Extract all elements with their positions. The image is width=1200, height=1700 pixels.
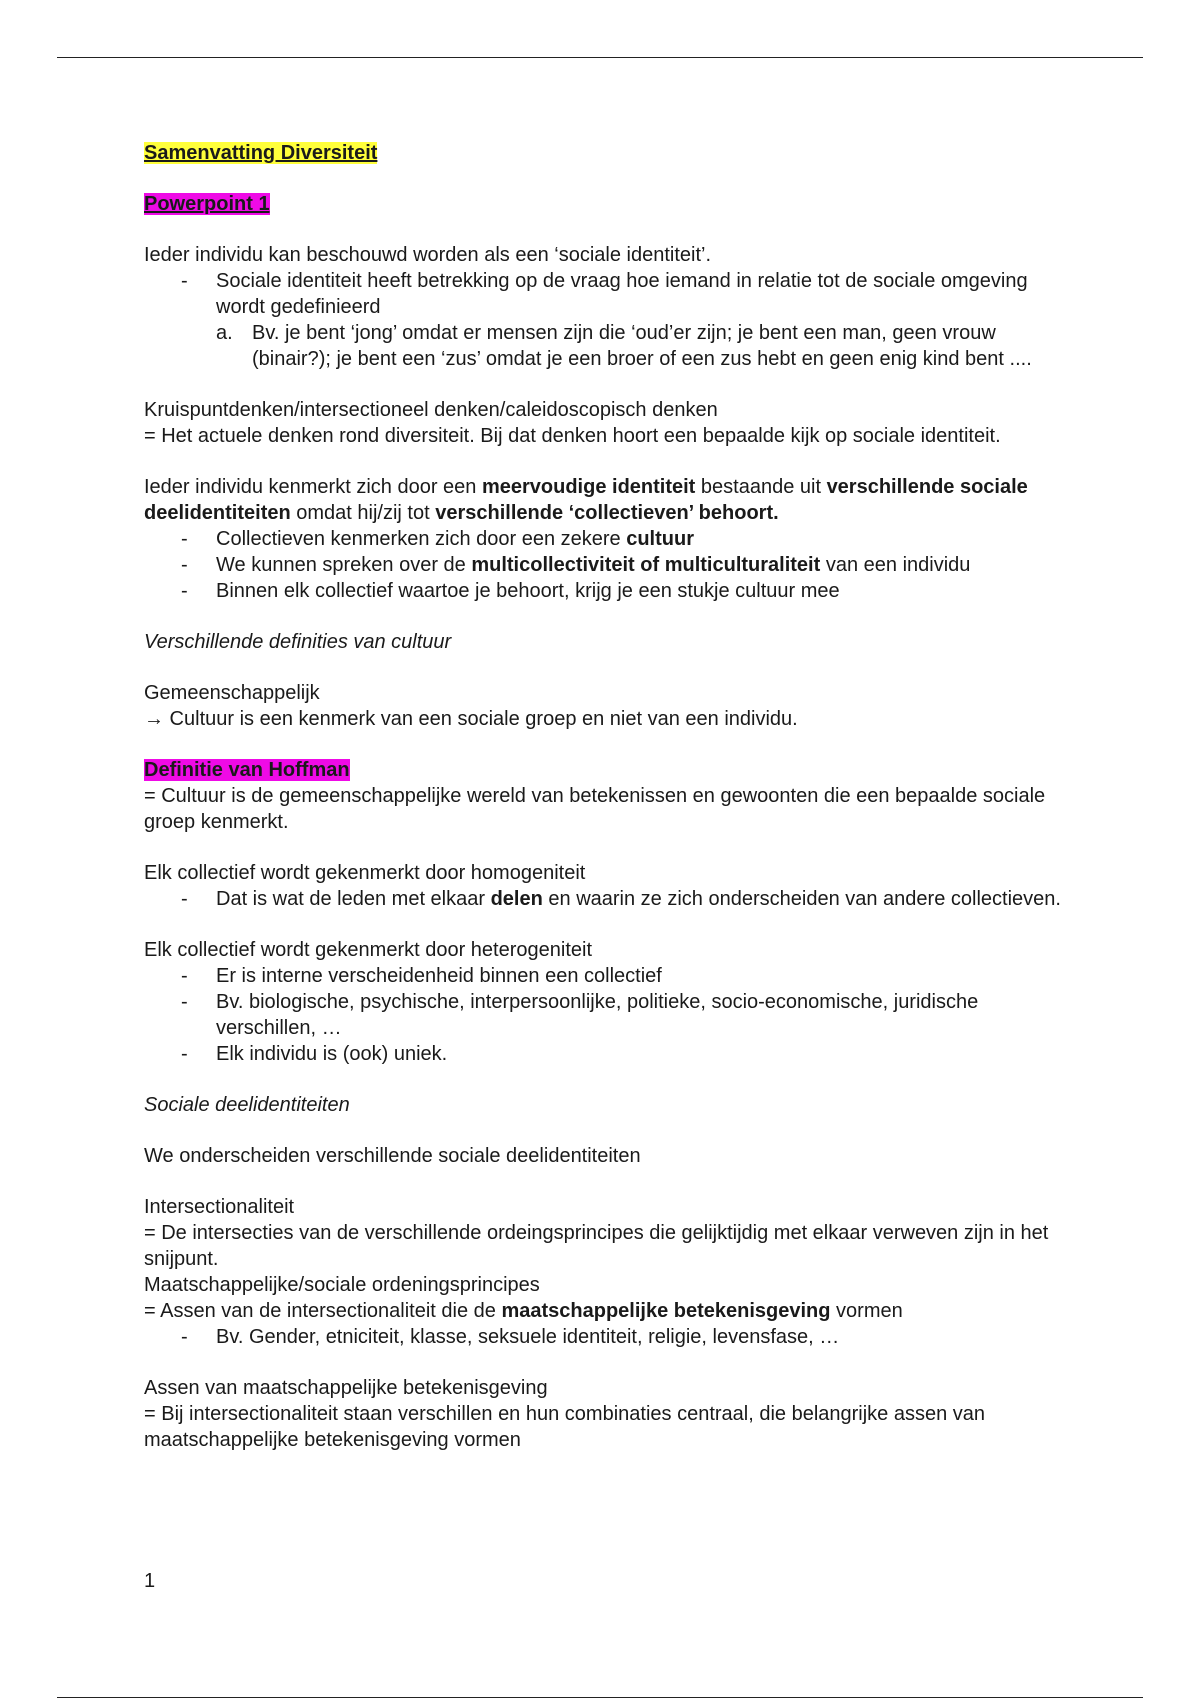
paragraph-intersectionaliteit-definition: = Bij intersectionaliteit staan verschillen en hun combinaties centraal, die belangrijke assen van maatschappelijke betekenisgeving vormen: [144, 1403, 986, 1451]
paragraph-hoffman-definition: = Cultuur is de gemeenschappelijke wereld van betekenissen en gewoonten die een bepaalde sociale groep kenmerkt.: [144, 785, 1046, 833]
paragraph-definition: = Het actuele denken rond diversiteit. Bij dat denken hoort een bepaalde kijk op sociale identiteit.: [144, 425, 1001, 447]
bullet-list: [144, 268, 1074, 372]
list-item: - Er is interne verscheidenheid binnen een collectief: [144, 963, 1074, 989]
page-number: 1: [144, 1570, 156, 1592]
paragraph-intersecties: = De intersecties van de verschillende ordeingsprincipes die gelijktijdig met elkaar verweven zijn in het snijpunt.: [144, 1222, 1049, 1270]
list-item: - Elk individu is (ook) uniek.: [144, 1041, 1074, 1067]
paragraph-homogeniteit: Elk collectief wordt gekenmerkt door homogeniteit: [144, 862, 586, 884]
paragraph-gemeenschappelijk: Gemeenschappelijk: [144, 682, 320, 704]
list-item: - Sociale identiteit heeft betrekking op de vraag hoe iemand in relatie tot de sociale omgeving wordt gedefinieerd a. Bv. je bent ‘jong’ omdat er mensen zijn die ‘oud’er zijn; je bent een man, geen vrouw (binair?); je bent een ‘zus’ omdat je een broer of een zus hebt en geen enig kind bent ....: [144, 268, 1074, 372]
paragraph-kruispuntdenken: Kruispuntdenken/intersectioneel denken/caleidoscopisch denken: [144, 399, 718, 421]
paragraph-onderscheiden: We onderscheiden verschillende sociale deelidentiteiten: [144, 1145, 641, 1167]
paragraph-arrow-line: → Cultuur is een kenmerk van een sociale groep en niet van een individu.: [144, 708, 798, 730]
paragraph-assen: = Assen van de intersectionaliteit die de maatschappelijke betekenisgeving vormen: [144, 1300, 903, 1322]
paragraph-assen-betekenisgeving: Assen van maatschappelijke betekenisgeving: [144, 1377, 548, 1399]
footer-rule: [57, 1697, 1143, 1698]
bullet-list: [144, 886, 1074, 912]
bullet-list: [144, 526, 1074, 604]
italic-subheading-deelidentiteiten: Sociale deelidentiteiten: [144, 1094, 350, 1116]
italic-subheading-definities: Verschillende definities van cultuur: [144, 631, 452, 653]
paragraph-meervoudige-identiteit: Ieder individu kenmerkt zich door een meervoudige identiteit bestaande uit verschillende sociale deelidentiteiten omdat hij/zij tot verschillende ‘collectieven’ behoort.: [144, 476, 1028, 524]
list-item: - Dat is wat de leden met elkaar delen en waarin ze zich onderscheiden van andere collectieven.: [144, 886, 1074, 912]
document-title: Samenvatting Diversiteit: [144, 142, 378, 164]
section-heading-hoffman: Definitie van Hoffman: [144, 759, 350, 781]
list-item: - Bv. Gender, etniciteit, klasse, seksuele identiteit, religie, levensfase, …: [144, 1324, 1074, 1350]
document-body: [144, 140, 1074, 1453]
list-item: - Collectieven kenmerken zich door een zekere cultuur: [144, 526, 1074, 552]
bullet-list: [144, 963, 1074, 1067]
paragraph-intersectionaliteit: Intersectionaliteit: [144, 1196, 295, 1218]
paragraph-ordeningsprincipes: Maatschappelijke/sociale ordeningsprincipes: [144, 1274, 540, 1296]
bullet-list: [144, 1324, 1074, 1350]
list-item: - We kunnen spreken over de multicollectiviteit of multiculturaliteit van een individu: [144, 552, 1074, 578]
sub-list-item: a. Bv. je bent ‘jong’ omdat er mensen zijn die ‘oud’er zijn; je bent een man, geen vrouw (binair?); je bent een ‘zus’ omdat je een broer of een zus hebt en geen enig kind bent ....: [216, 322, 1032, 370]
section-heading-powerpoint: Powerpoint 1: [144, 193, 270, 215]
paragraph-heterogeniteit: Elk collectief wordt gekenmerkt door heterogeniteit: [144, 939, 593, 961]
list-item: - Binnen elk collectief waartoe je behoort, krijg je een stukje cultuur mee: [144, 578, 1074, 604]
list-item: - Bv. biologische, psychische, interpersoonlijke, politieke, socio-economische, juridische verschillen, …: [144, 989, 1074, 1041]
header-rule: [57, 57, 1143, 58]
paragraph-sociale-identiteit: Ieder individu kan beschouwd worden als een ‘sociale identiteit’.: [144, 244, 712, 266]
